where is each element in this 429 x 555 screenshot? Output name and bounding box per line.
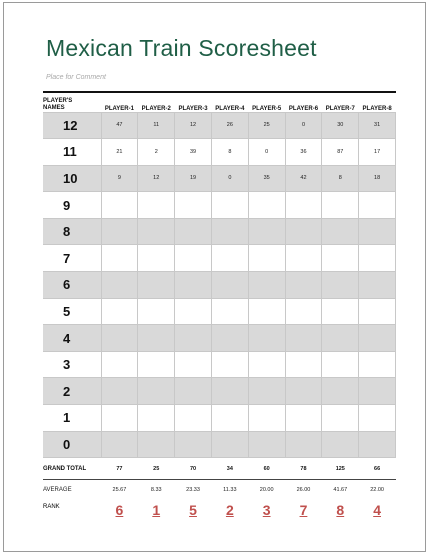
score-cell[interactable] bbox=[285, 325, 322, 352]
rank-value: 2 bbox=[225, 501, 234, 518]
score-cell[interactable] bbox=[138, 245, 175, 272]
score-cell[interactable]: 9 bbox=[101, 165, 138, 192]
rank-cell bbox=[211, 500, 248, 522]
score-cell[interactable] bbox=[248, 272, 285, 299]
score-cell[interactable] bbox=[101, 378, 138, 405]
score-cell[interactable] bbox=[211, 298, 248, 325]
player-header: PLAYER-7 bbox=[325, 105, 355, 112]
score-table bbox=[43, 91, 396, 522]
score-cell[interactable]: 0 bbox=[285, 112, 322, 139]
score-cell[interactable] bbox=[138, 218, 175, 245]
average-cell: 25.67 bbox=[112, 486, 127, 493]
score-cell[interactable] bbox=[175, 325, 212, 352]
round-label: 0 bbox=[43, 431, 101, 458]
rank-value: 8 bbox=[336, 501, 345, 518]
score-cell[interactable] bbox=[101, 351, 138, 378]
score-cell[interactable] bbox=[248, 325, 285, 352]
score-cell[interactable] bbox=[175, 192, 212, 219]
score-cell[interactable] bbox=[175, 351, 212, 378]
score-cell[interactable] bbox=[285, 405, 322, 432]
score-cell[interactable] bbox=[285, 218, 322, 245]
page-title: Mexican Train Scoresheet bbox=[46, 35, 317, 61]
score-cell[interactable]: 36 bbox=[285, 139, 322, 166]
round-row bbox=[43, 165, 396, 192]
grand-total-cell: 66 bbox=[374, 465, 381, 472]
round-row bbox=[43, 272, 396, 299]
score-cell[interactable] bbox=[211, 405, 248, 432]
round-label: 6 bbox=[43, 272, 101, 299]
round-label: 12 bbox=[43, 112, 101, 139]
grand-total-row bbox=[43, 458, 396, 480]
score-cell[interactable]: 47 bbox=[101, 112, 138, 139]
score-cell[interactable]: 39 bbox=[175, 139, 212, 166]
round-label: 11 bbox=[43, 139, 101, 166]
average-cell: 41.67 bbox=[333, 486, 348, 493]
score-cell[interactable] bbox=[138, 351, 175, 378]
names-header: PLAYER'S NAMES bbox=[43, 97, 73, 111]
score-cell[interactable]: 12 bbox=[138, 165, 175, 192]
score-cell[interactable] bbox=[101, 405, 138, 432]
rank-cell bbox=[285, 500, 322, 522]
score-cell[interactable] bbox=[285, 192, 322, 219]
grand-total-cell: 60 bbox=[263, 465, 270, 472]
rank-cell bbox=[101, 500, 138, 522]
score-cell[interactable] bbox=[359, 218, 396, 245]
score-cell[interactable] bbox=[211, 218, 248, 245]
round-row bbox=[43, 298, 396, 325]
rank-value: 5 bbox=[189, 501, 197, 518]
player-header: PLAYER-3 bbox=[178, 105, 208, 112]
score-cell[interactable]: 87 bbox=[322, 139, 359, 166]
score-cell[interactable] bbox=[175, 245, 212, 272]
score-cell[interactable] bbox=[322, 245, 359, 272]
player-header: PLAYER-1 bbox=[104, 105, 134, 112]
round-label: 2 bbox=[43, 378, 101, 405]
score-cell[interactable] bbox=[138, 378, 175, 405]
player-header: PLAYER-8 bbox=[362, 105, 392, 112]
average-cell: 11.33 bbox=[223, 486, 237, 493]
score-cell[interactable] bbox=[359, 378, 396, 405]
score-cell[interactable] bbox=[359, 405, 396, 432]
score-cell[interactable] bbox=[248, 378, 285, 405]
score-cell[interactable] bbox=[138, 325, 175, 352]
rank-cell bbox=[322, 500, 359, 522]
score-cell[interactable] bbox=[175, 378, 212, 405]
score-cell[interactable] bbox=[248, 405, 285, 432]
score-cell[interactable] bbox=[359, 298, 396, 325]
score-cell[interactable] bbox=[322, 431, 359, 458]
player-header: PLAYER-5 bbox=[252, 105, 282, 112]
score-cell[interactable] bbox=[175, 272, 212, 299]
score-cell[interactable] bbox=[359, 325, 396, 352]
score-cell[interactable] bbox=[101, 325, 138, 352]
round-row bbox=[43, 405, 396, 432]
average-label: AVERAGE bbox=[43, 486, 72, 493]
average-cell: 22.00 bbox=[370, 486, 384, 493]
round-label: 1 bbox=[43, 405, 101, 432]
score-cell[interactable]: 8 bbox=[322, 165, 359, 192]
score-cell[interactable]: 11 bbox=[138, 112, 175, 139]
scoresheet-page bbox=[3, 2, 426, 552]
score-cell[interactable]: 0 bbox=[211, 165, 248, 192]
grand-total-cell: 34 bbox=[226, 465, 233, 472]
score-cell[interactable]: 18 bbox=[359, 165, 396, 192]
score-cell[interactable] bbox=[285, 431, 322, 458]
score-cell[interactable] bbox=[248, 351, 285, 378]
score-cell[interactable]: 2 bbox=[138, 139, 175, 166]
score-cell[interactable]: 12 bbox=[175, 112, 212, 139]
rank-value: 7 bbox=[299, 501, 308, 518]
score-cell[interactable]: 0 bbox=[248, 139, 285, 166]
score-cell[interactable] bbox=[138, 298, 175, 325]
round-row bbox=[43, 378, 396, 405]
average-row bbox=[43, 480, 396, 500]
round-row bbox=[43, 192, 396, 219]
round-row bbox=[43, 218, 396, 245]
grand-total-cell: 70 bbox=[189, 465, 197, 472]
score-cell[interactable] bbox=[211, 245, 248, 272]
round-row bbox=[43, 351, 396, 378]
score-cell[interactable] bbox=[285, 351, 322, 378]
score-cell[interactable] bbox=[248, 298, 285, 325]
score-cell[interactable] bbox=[175, 218, 212, 245]
score-cell[interactable] bbox=[248, 431, 285, 458]
average-cell: 26.00 bbox=[296, 486, 311, 493]
grand-total-cell: 125 bbox=[335, 465, 345, 472]
score-cell[interactable] bbox=[322, 192, 359, 219]
score-cell[interactable] bbox=[101, 272, 138, 299]
rank-value: 1 bbox=[152, 501, 161, 518]
score-cell[interactable]: 17 bbox=[359, 139, 396, 166]
header-row bbox=[43, 92, 396, 112]
score-cell[interactable]: 26 bbox=[211, 112, 248, 139]
round-label: 7 bbox=[43, 245, 101, 272]
score-cell[interactable] bbox=[359, 272, 396, 299]
rank-cell bbox=[248, 500, 285, 522]
rounds-body bbox=[43, 112, 396, 458]
grand-total-cell: 25 bbox=[153, 465, 160, 472]
player-header: PLAYER-6 bbox=[288, 105, 319, 112]
round-row bbox=[43, 112, 396, 139]
comment-placeholder[interactable]: Place for Comment bbox=[46, 74, 106, 81]
score-cell[interactable] bbox=[175, 405, 212, 432]
score-cell[interactable] bbox=[101, 218, 138, 245]
score-cell[interactable] bbox=[138, 192, 175, 219]
score-cell[interactable] bbox=[285, 298, 322, 325]
score-cell[interactable] bbox=[322, 218, 359, 245]
score-cell[interactable]: 42 bbox=[285, 165, 322, 192]
score-cell[interactable] bbox=[248, 245, 285, 272]
score-cell[interactable] bbox=[285, 245, 322, 272]
round-label: 10 bbox=[43, 165, 101, 192]
score-cell[interactable] bbox=[359, 192, 396, 219]
score-cell[interactable] bbox=[175, 298, 212, 325]
score-cell[interactable]: 8 bbox=[211, 139, 248, 166]
rank-row bbox=[43, 500, 396, 522]
average-cell: 23.33 bbox=[186, 486, 200, 493]
score-cell[interactable] bbox=[322, 272, 359, 299]
grand-total-cell: 78 bbox=[300, 465, 307, 472]
score-cell[interactable] bbox=[211, 192, 248, 219]
score-cell[interactable] bbox=[322, 378, 359, 405]
score-cell[interactable]: 35 bbox=[248, 165, 285, 192]
score-cell[interactable]: 25 bbox=[248, 112, 285, 139]
rank-label: RANK bbox=[43, 503, 60, 510]
round-row bbox=[43, 431, 396, 458]
score-cell[interactable] bbox=[211, 351, 248, 378]
round-row bbox=[43, 245, 396, 272]
score-cell[interactable] bbox=[138, 431, 175, 458]
player-header: PLAYER-2 bbox=[141, 105, 171, 112]
score-cell[interactable] bbox=[211, 272, 248, 299]
grand-total-label: GRAND TOTAL bbox=[43, 465, 87, 472]
player-header: PLAYER-4 bbox=[215, 105, 245, 112]
score-cell[interactable] bbox=[101, 431, 138, 458]
score-cell[interactable] bbox=[101, 298, 138, 325]
score-cell[interactable] bbox=[285, 272, 322, 299]
round-row bbox=[43, 325, 396, 352]
score-cell[interactable] bbox=[211, 431, 248, 458]
average-cell: 20.00 bbox=[259, 486, 274, 493]
score-cell[interactable] bbox=[322, 351, 359, 378]
round-row bbox=[43, 139, 396, 166]
score-cell[interactable] bbox=[322, 298, 359, 325]
score-cell[interactable] bbox=[322, 325, 359, 352]
score-cell[interactable] bbox=[138, 272, 175, 299]
score-cell[interactable] bbox=[211, 325, 248, 352]
rank-value: 6 bbox=[115, 501, 124, 518]
score-cell[interactable] bbox=[101, 192, 138, 219]
grand-total-cell: 77 bbox=[116, 465, 123, 472]
score-cell[interactable]: 21 bbox=[101, 139, 138, 166]
round-label: 4 bbox=[43, 325, 101, 352]
round-label: 5 bbox=[43, 298, 101, 325]
score-cell[interactable] bbox=[248, 192, 285, 219]
score-cell[interactable] bbox=[138, 405, 175, 432]
rank-cell bbox=[138, 500, 175, 522]
round-label: 3 bbox=[43, 351, 101, 378]
score-cell[interactable] bbox=[211, 378, 248, 405]
score-cell[interactable] bbox=[359, 351, 396, 378]
score-cell[interactable] bbox=[175, 431, 212, 458]
score-cell[interactable]: 19 bbox=[175, 165, 212, 192]
score-cell[interactable]: 31 bbox=[359, 112, 396, 139]
rank-cell bbox=[359, 500, 396, 522]
round-label: 9 bbox=[43, 192, 101, 219]
round-label: 8 bbox=[43, 218, 101, 245]
score-cell[interactable] bbox=[322, 405, 359, 432]
average-cell: 8.33 bbox=[150, 486, 162, 493]
score-cell[interactable]: 30 bbox=[322, 112, 359, 139]
rank-value: 4 bbox=[373, 501, 381, 518]
score-cell[interactable] bbox=[248, 218, 285, 245]
rank-value: 3 bbox=[262, 501, 271, 518]
rank-cell bbox=[175, 500, 212, 522]
score-cell[interactable] bbox=[101, 245, 138, 272]
score-cell[interactable] bbox=[359, 431, 396, 458]
score-cell[interactable] bbox=[359, 245, 396, 272]
score-cell[interactable] bbox=[285, 378, 322, 405]
